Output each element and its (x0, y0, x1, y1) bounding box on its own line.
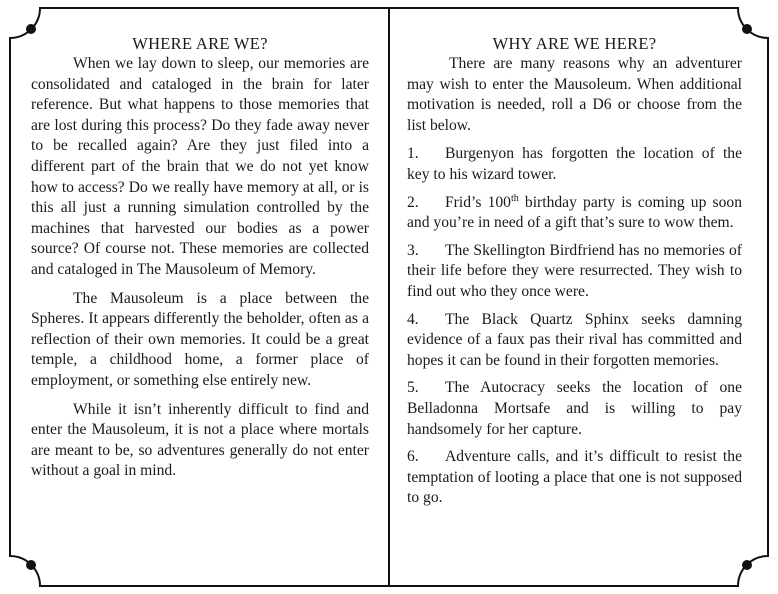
list-item-text: Burgenyon has forgotten the location of the key to his wizard tower. (407, 145, 742, 183)
list-item-6 (407, 447, 742, 509)
left-column (31, 34, 369, 490)
list-item-number: 1. (407, 145, 419, 163)
ordinal-suffix: th (510, 192, 519, 204)
left-paragraph-3: While it isn’t inherently difficult to find and enter the Mausoleum, it is not a place where mortals are meant to be, so adventures generally do not enter without a goal in mind. (31, 400, 369, 480)
left-heading: WHERE ARE WE? (132, 34, 268, 53)
list-item-2 (407, 193, 742, 234)
corner-dot-bottom-right (742, 560, 752, 570)
left-paragraph-2: The Mausoleum is a place between the Spheres. It appears differently the beholder, often as a reflection of their own memories. It could be a great temple, a childhood home, a former place of employment, or something else entirely new. (31, 289, 369, 389)
list-item-text-end: birthday party is coming up soon and you’re in need of a gift that’s sure to wow them. (407, 193, 743, 232)
corner-dot-top-left (26, 24, 36, 34)
list-item-text: The Autocracy seeks the location of one Belladonna Mortsafe and is willing to pay handsomely for her capture. (407, 379, 742, 438)
list-item-number: 4. (407, 310, 419, 328)
corner-dot-bottom-left (26, 560, 36, 570)
list-item-5 (407, 378, 742, 440)
list-item-text: The Skellington Birdfriend has no memories of their life before they were resurrected. They wish to find out who they once were. (407, 241, 742, 300)
list-item-number: 3. (407, 241, 419, 259)
list-item-number: 6. (407, 448, 419, 466)
list-item-text: Adventure calls, and it’s difficult to resist the temptation of looting a place that one is not supposed to go. (407, 448, 742, 507)
corner-dot-top-right (742, 24, 752, 34)
right-intro: There are many reasons why an adventurer may wish to enter the Mausoleum. When additional motivation is needed, roll a D6 or choose from the list below. (407, 55, 742, 134)
list-item-text-start: Frid’s 100 (445, 193, 511, 211)
right-column (407, 34, 742, 516)
list-item-text: The Black Quartz Sphinx seeks damning evidence of a faux pas their rival has committed and hopes it can be found in their forgotten memories. (407, 310, 742, 369)
left-paragraph-1: When we lay down to sleep, our memories are consolidated and cataloged in the brain for later reference. But what happens to those memories that are lost during this process? Do they fade away never to be recalled again? Are they just filed into a different part of the brain that we do not yet know how to access? Do we really have memory at all, or is this all just a running simulation controlled by the machines that harvested our bodies as a power source? Of course not. These memories are collected and cataloged in The Mausoleum of Memory. (31, 55, 369, 278)
list-item-number: 5. (407, 379, 419, 397)
list-item-1 (407, 144, 742, 185)
list-item-number: 2. (407, 193, 419, 211)
list-item-4 (407, 310, 742, 372)
list-item-3 (407, 241, 742, 303)
right-heading: WHY ARE WE HERE? (492, 34, 657, 53)
